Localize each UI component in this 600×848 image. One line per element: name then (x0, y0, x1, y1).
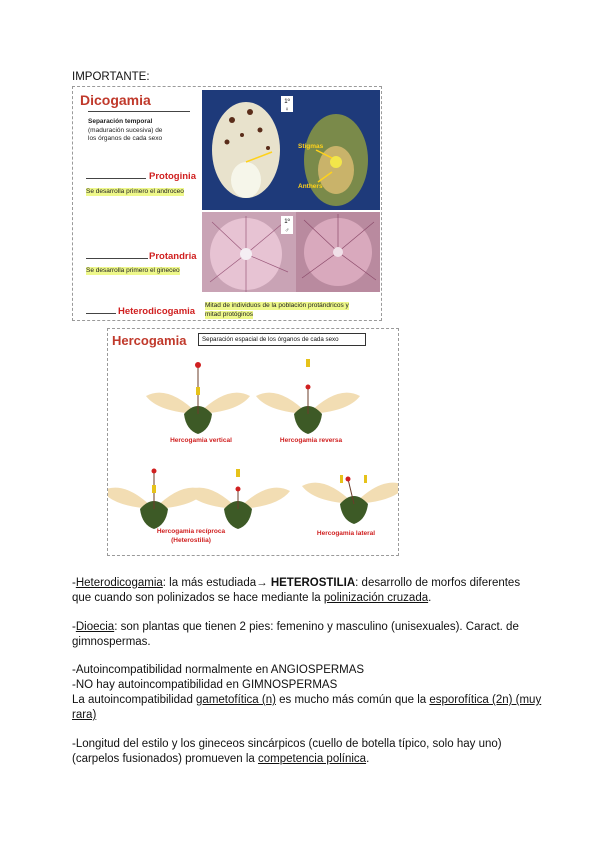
label-lateral: Hercogamia lateral (316, 530, 376, 537)
paragraph-dioecia-line2: gimnospermas. (72, 636, 151, 648)
paragraph-dioecia-line1: -Dioecia: son plantas que tienen 2 pies: femenino y masculino (unisexuales). Caract. de (72, 621, 519, 633)
divider (86, 178, 146, 179)
dioecia-term: Dioecia (75, 621, 115, 633)
hercogamia-diagram (108, 349, 398, 549)
protoginia-label: Protoginia (149, 171, 196, 182)
page-heading: IMPORTANTE: (72, 71, 150, 83)
esporofitica-term: esporofítica (2n) (muy (429, 694, 542, 706)
subtitle-box: Separación espacial de los órganos de cada sexo (198, 333, 366, 346)
protandria-photo-1 (202, 212, 296, 292)
label-reciproca-2: (Heterostilia) (171, 537, 211, 544)
paragraph-autoincomp-line2: -NO hay autoincompatibilidad en GIMNOSPERMAS (72, 679, 338, 691)
paragraph-heterodicogamia-line2: que cuando son polinizados se hace mediante la polinización cruzada. (72, 592, 432, 604)
protandria-desc: Se desarrolla primero el gineceo (86, 267, 180, 274)
sep-temporal-desc-1: (maduración sucesiva) de (88, 127, 163, 134)
dicogamia-slide (72, 86, 382, 321)
paragraph-heterodicogamia-line1: -Heterodicogamia: la más estudiada→ HETEROSTILIA: desarrollo de morfos diferentes (72, 577, 521, 589)
label-reciproca-1: Hercogamia recíproca (156, 528, 226, 535)
polinizacion-cruzada-term: polinización cruzada (323, 592, 429, 604)
paragraph-estilo-line1: -Longitud del estilo y los gineceos sincárpicos (cuello de botella típico, solo hay uno) (72, 738, 502, 750)
label-reverse: Hercogamia reversa (279, 437, 343, 444)
stigmas-label: Stigmas (298, 143, 324, 150)
paragraph-estilo-line2: (carpelos fusionados) promueven la competencia polínica. (72, 753, 370, 765)
hercogamia-slide (107, 328, 399, 556)
photo1-badge-top: 1º (284, 99, 290, 105)
heterodicogamia-desc-1: Mitad de individuos de la población protándricos y (205, 302, 349, 309)
slide-title: Dicogamia (80, 92, 151, 108)
paragraph-autoincomp-line4: rara) (72, 709, 97, 721)
competencia-polinica-term: competencia polínica (258, 753, 367, 765)
divider (86, 258, 148, 259)
photo2-badge-top: 1º (284, 219, 290, 225)
heterostilia-term: HETEROSTILIA (270, 577, 356, 589)
slide-title: Hercogamia (112, 333, 187, 348)
photo1-badge-bot: ♀ (284, 107, 290, 113)
gametofitica-term: gametofítica (n) (196, 694, 276, 706)
heterodicogamia-label: Heterodicogamia (118, 306, 196, 317)
protoginia-photo (202, 90, 296, 210)
protandria-photo-2 (296, 212, 380, 292)
divider (86, 313, 116, 314)
paragraph-autoincomp-line3: La autoincompatibilidad gametofítica (n) es mucho más común que la esporofítica (2n) (muy (72, 694, 542, 706)
divider (88, 111, 190, 112)
photo2-badge-bot: ♂ (284, 228, 290, 234)
anthers-photo (296, 90, 380, 210)
anthers-label: Anthers (298, 183, 323, 190)
heterodicogamia-term: Heterodicogamia (75, 577, 163, 589)
sep-temporal-desc-2: los órganos de cada sexo (88, 135, 163, 142)
heterodicogamia-desc-2: mitad protóginos (205, 311, 254, 318)
sep-temporal-title: Separación temporal (88, 118, 153, 125)
label-vertical: Hercogamia vertical (170, 437, 232, 444)
protoginia-desc: Se desarrolla primero el androceo (86, 188, 184, 195)
paragraph-autoincomp-line1: -Autoincompatibilidad normalmente en ANGIOSPERMAS (72, 664, 365, 676)
protandria-label: Protandria (149, 251, 197, 262)
